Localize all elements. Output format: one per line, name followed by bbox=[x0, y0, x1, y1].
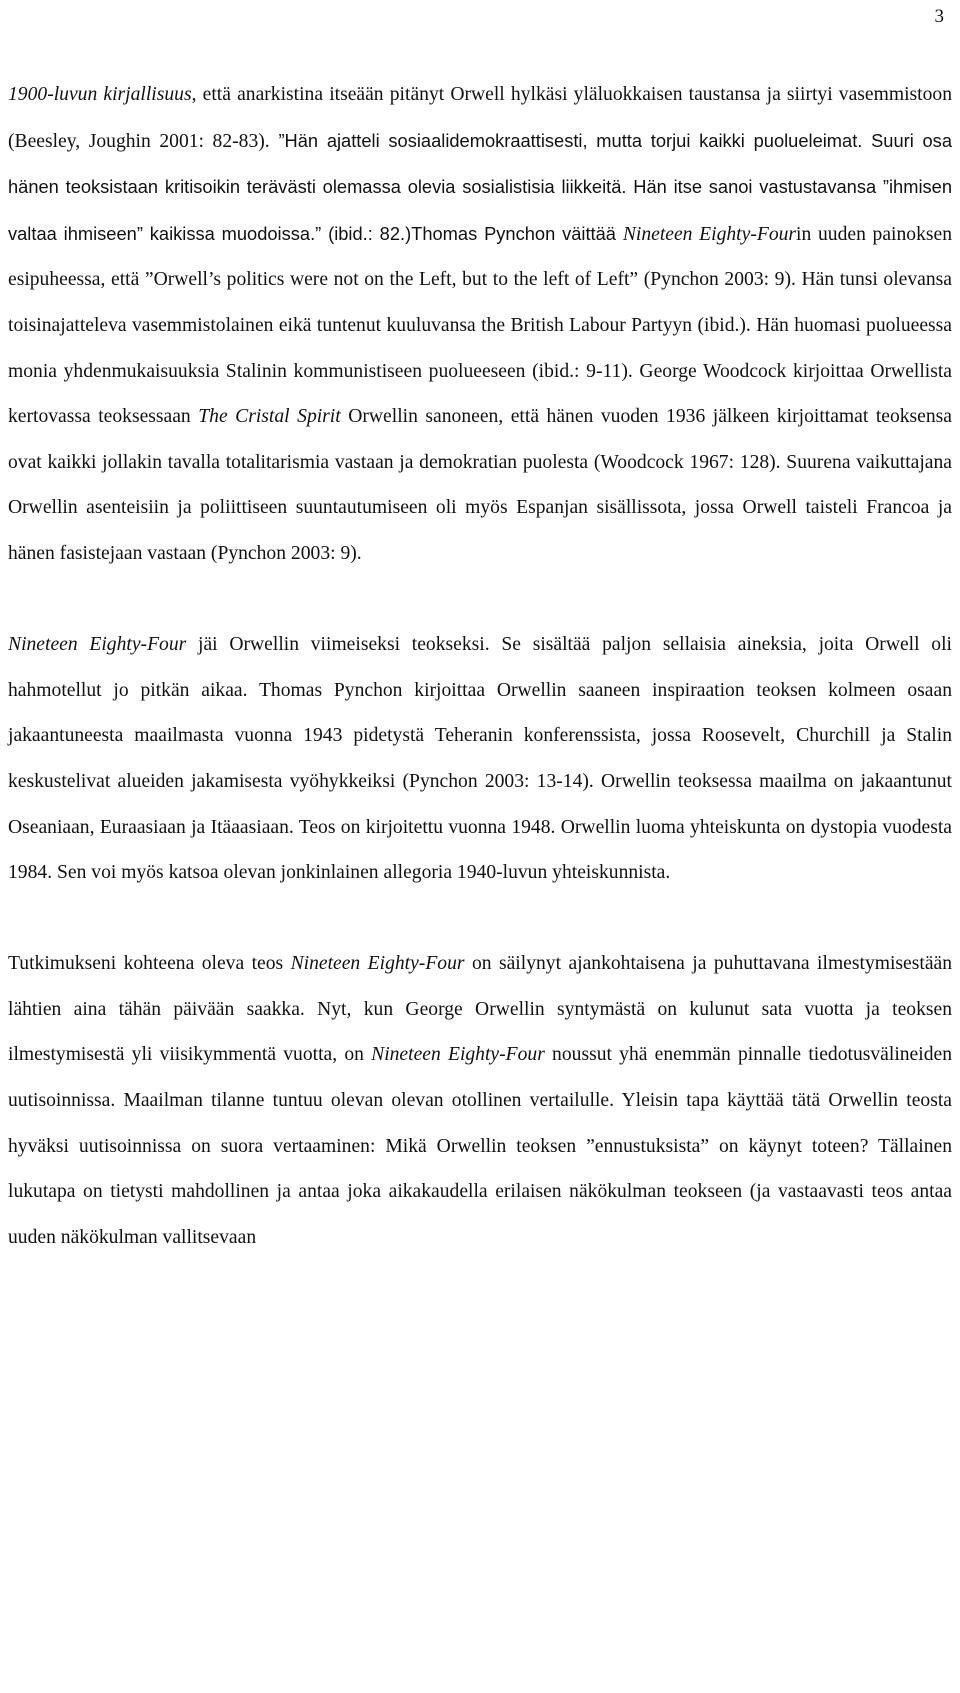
quoted-text: ”Hän ajatteli sosiaalidemokraattisesti, mutta torjui kaikki puolueleimat. Suuri osa hänen teoksistaan kritisoikin terävästi olemassa olevia sosialistisia liikkeitä. Hän itse sanoi vastustavansa ”ihmisen valtaa ihmiseen” kaikissa muodoissa.” (ibid.: 82.)Thomas Pynchon väittää bbox=[8, 129, 952, 244]
document-body bbox=[8, 72, 952, 1260]
paragraph-text: jäi Orwellin viimeiseksi teokseksi. Se sisältää paljon sellaisia aineksia, joita Orwell oli hahmotellut jo pitkän aikaa. Thomas Pynchon kirjoittaa Orwellin saaneen inspiraation teoksen kolmeen osaan jakaantuneesta maailmasta vuonna 1943 pidetystä Teheranin konferenssista, jossa Roosevelt, Churchill ja Stalin keskustelivat alueiden jakamisesta vyöhykkeiksi (Pynchon 2003: 13-14). Orwellin teoksessa maailma on jakaantunut Oseaniaan, Euraasiaan ja Itäaasiaan. Teos on kirjoitettu vuonna 1948. Orwellin luoma yhteiskunta on dystopia vuodesta 1984. Sen voi myös katsoa olevan jonkinlainen allegoria 1940-luvun yhteiskunnista. bbox=[8, 634, 952, 884]
page-number: 3 bbox=[934, 6, 944, 27]
paragraph-orwell-politics bbox=[8, 72, 952, 577]
paragraph-text: noussut yhä enemmän pinnalle tiedotusvälineiden uutisoinnissa. Maailman tilanne tuntuu olevan olevan otollinen vertailulle. Yleisin tapa käyttää tätä Orwellin teosta hyväksi uutisoinnissa on suora vertaaminen: Mikä Orwellin teoksen ”ennustuksista” on käynyt toteen? Tällainen lukutapa on tietysti mahdollinen ja antaa joka aikakaudella erilaisen näkökulman teokseen (ja vastaavasti teos antaa uuden näkökulman vallitsevaan bbox=[8, 1044, 952, 1248]
book-title: Nineteen Eighty-Four bbox=[8, 634, 187, 656]
paragraph-text: in uuden painoksen esipuheessa, että ”Orwell’s politics were not on the Left, but to the left of Left” (Pynchon 2003: 9). Hän tunsi olevansa toisinajatteleva vasemmistolainen eikä tuntenut kuuluvansa the British Labour Partyyn (ibid.). Hän huomasi puolueessa monia yhdenmukaisuuksia Stalinin kommunistiseen puolueeseen (ibid.: 9-11). bbox=[8, 223, 952, 382]
paragraph-text: Tutkimukseni kohteena oleva teos bbox=[8, 953, 291, 975]
paragraph-text: George Woodcock kirjoittaa Orwellista kertovassa teoksessaan bbox=[8, 360, 952, 428]
paragraph-text: , että anarkistina itseään pitänyt Orwell hylkäsi yläluokkaisen taustansa ja siirtyi vasemmistoon (Beesley, Joughin 2001: 82-83). bbox=[8, 84, 953, 152]
book-title: 1900-luvun kirjallisuus bbox=[8, 84, 192, 105]
paragraph-text: Orwellin sanoneen, että hänen vuoden 1936 jälkeen kirjoittamat teoksensa ovat kaikki jollakin tavalla totalitarismia vastaan ja demokratian puolesta (Woodcock 1967: 128). Suurena vaikuttajana Orwellin asenteisiin ja poliittiseen suuntautumiseen oli myös Espanjan sisällissota, jossa Orwell taisteli Francoa ja hänen fasistejaan vastaan (Pynchon 2003: 9). bbox=[8, 406, 952, 564]
paragraph-research-subject bbox=[8, 941, 952, 1260]
book-title: Nineteen Eighty-Four bbox=[371, 1044, 545, 1066]
paragraph-text: on säilynyt ajankohtaisena ja puhuttavana ilmestymisestään lähtien aina tähän päivään saakka. Nyt, kun George Orwellin syntymästä on kulunut sata vuotta ja teoksen ilmestymisestä yli viisikymmentä vuotta, on bbox=[8, 953, 953, 1066]
book-title: Nineteen Eighty-Four bbox=[290, 953, 465, 975]
book-title: Nineteen Eighty-Four bbox=[622, 223, 797, 245]
paragraph-last-work bbox=[8, 622, 952, 896]
book-title: The Cristal Spirit bbox=[198, 406, 341, 428]
